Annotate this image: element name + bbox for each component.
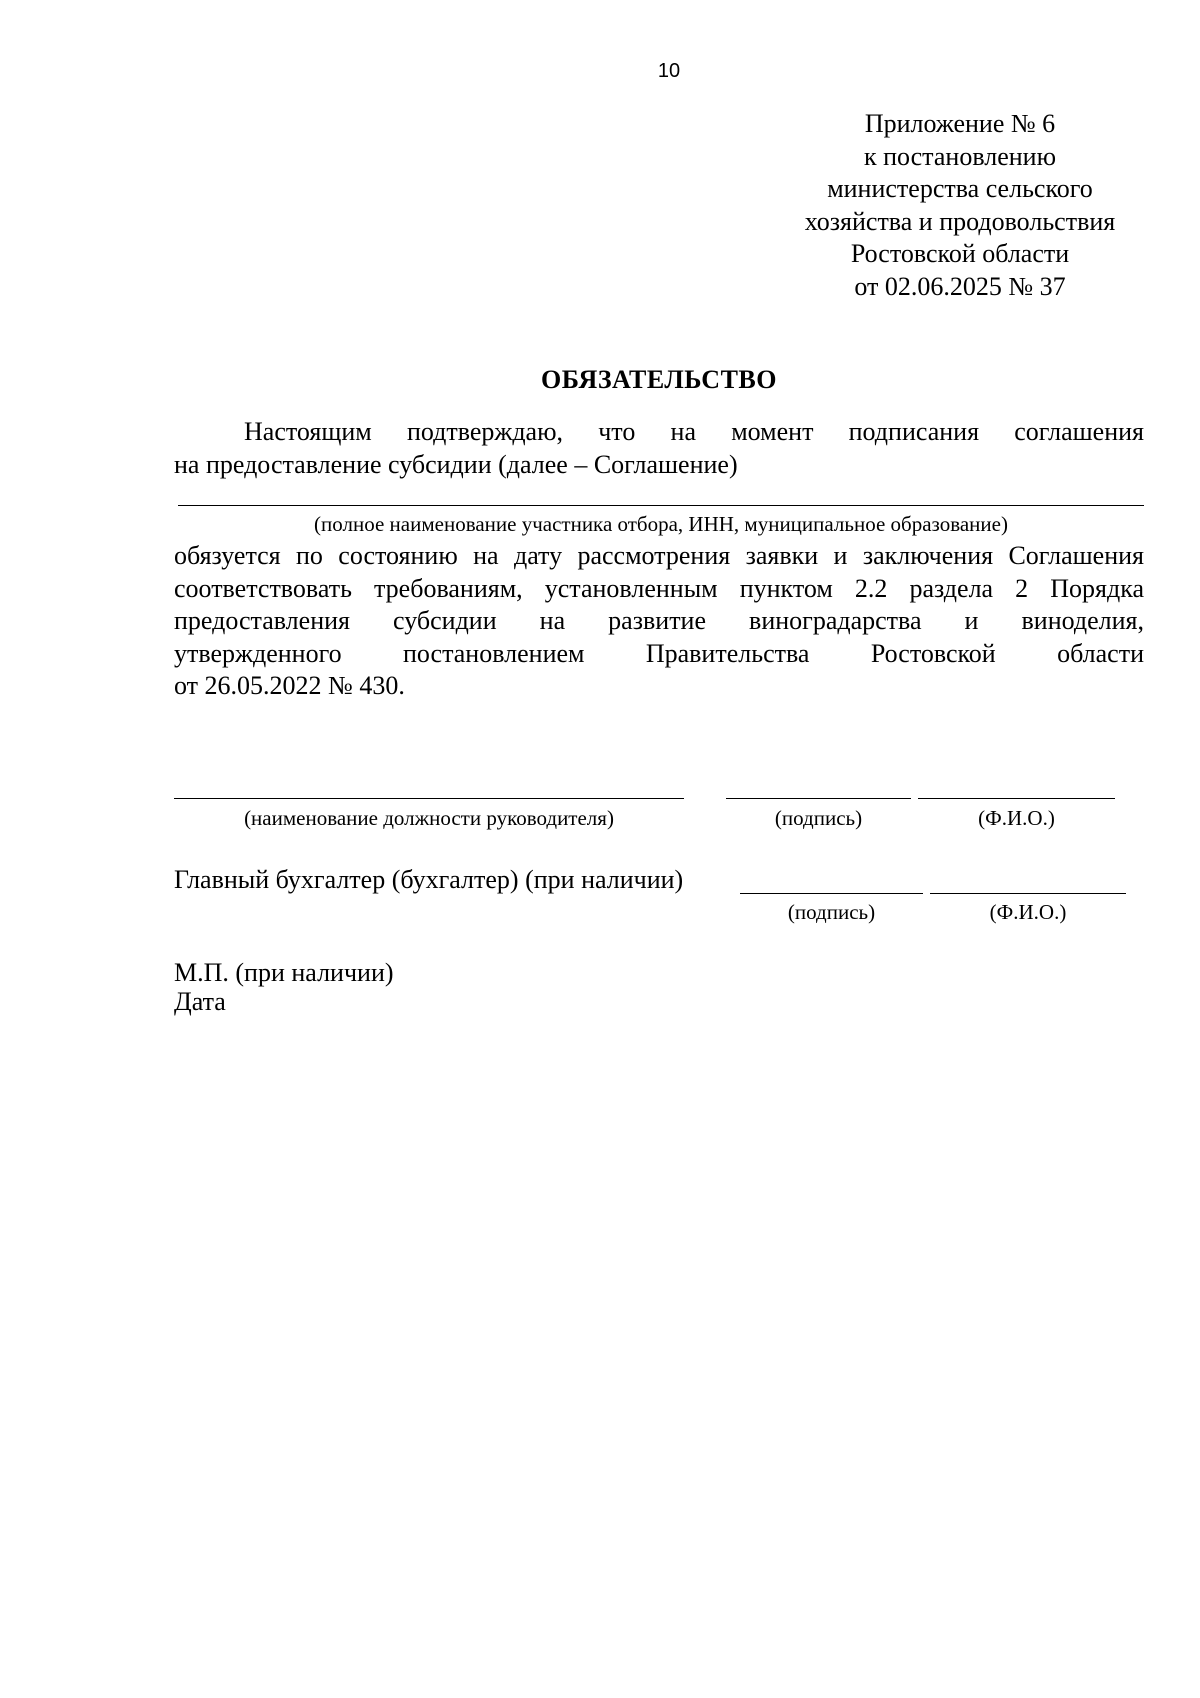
stamp-label: М.П. (при наличии) xyxy=(174,958,394,987)
annex-line: министерства сельского xyxy=(827,174,1093,203)
intro-line: на предоставление субсидии (далее – Соглашение) xyxy=(174,449,738,479)
participant-name-field[interactable] xyxy=(178,505,1144,506)
intro-line: Настоящим подтверждаю, что на момент подписания соглашения xyxy=(244,417,1144,446)
annex-line: к постановлению xyxy=(863,141,1057,171)
page-number: 10 xyxy=(657,60,681,82)
document-title: ОБЯЗАТЕЛЬСТВО xyxy=(541,365,777,394)
accountant-label: Главный бухгалтер (бухгалтер) (при наличии) xyxy=(174,865,684,894)
annex-line: хозяйства и продовольствия xyxy=(804,206,1116,236)
obligation-paragraph xyxy=(174,540,1144,703)
head-position-caption: (наименование должности руководителя) xyxy=(244,806,614,830)
intro-paragraph xyxy=(174,416,1144,481)
accountant-name-field[interactable] xyxy=(930,893,1126,894)
head-position-field[interactable] xyxy=(174,798,684,799)
obligation-line: предоставления субсидии на развитие виноградарства и виноделия, xyxy=(174,606,1144,635)
obligation-line: утвержденного постановлением Правительства Ростовской области xyxy=(174,638,1144,668)
accountant-name-caption: (Ф.И.О.) xyxy=(989,900,1067,924)
annex-header xyxy=(780,108,1140,303)
obligation-line: от 26.05.2022 № 430. xyxy=(174,671,405,700)
head-name-caption: (Ф.И.О.) xyxy=(978,806,1055,830)
accountant-signature-caption: (подпись) xyxy=(787,900,876,924)
annex-line: Приложение № 6 xyxy=(864,109,1056,138)
head-signature-field[interactable] xyxy=(726,798,911,799)
head-signature-caption: (подпись) xyxy=(774,806,863,830)
head-name-field[interactable] xyxy=(918,798,1115,799)
participant-caption: (полное наименование участника отбора, ИНН, муниципальное образование) xyxy=(314,512,1008,536)
annex-line: Ростовской области xyxy=(850,239,1070,268)
date-label: Дата xyxy=(174,987,226,1016)
accountant-signature-field[interactable] xyxy=(740,893,923,894)
annex-line: от 02.06.2025 № 37 xyxy=(854,271,1066,301)
obligation-line: соответствовать требованиям, установленным пунктом 2.2 раздела 2 Порядка xyxy=(174,573,1144,603)
obligation-line: обязуется по состоянию на дату рассмотрения заявки и заключения Соглашения xyxy=(174,541,1144,570)
